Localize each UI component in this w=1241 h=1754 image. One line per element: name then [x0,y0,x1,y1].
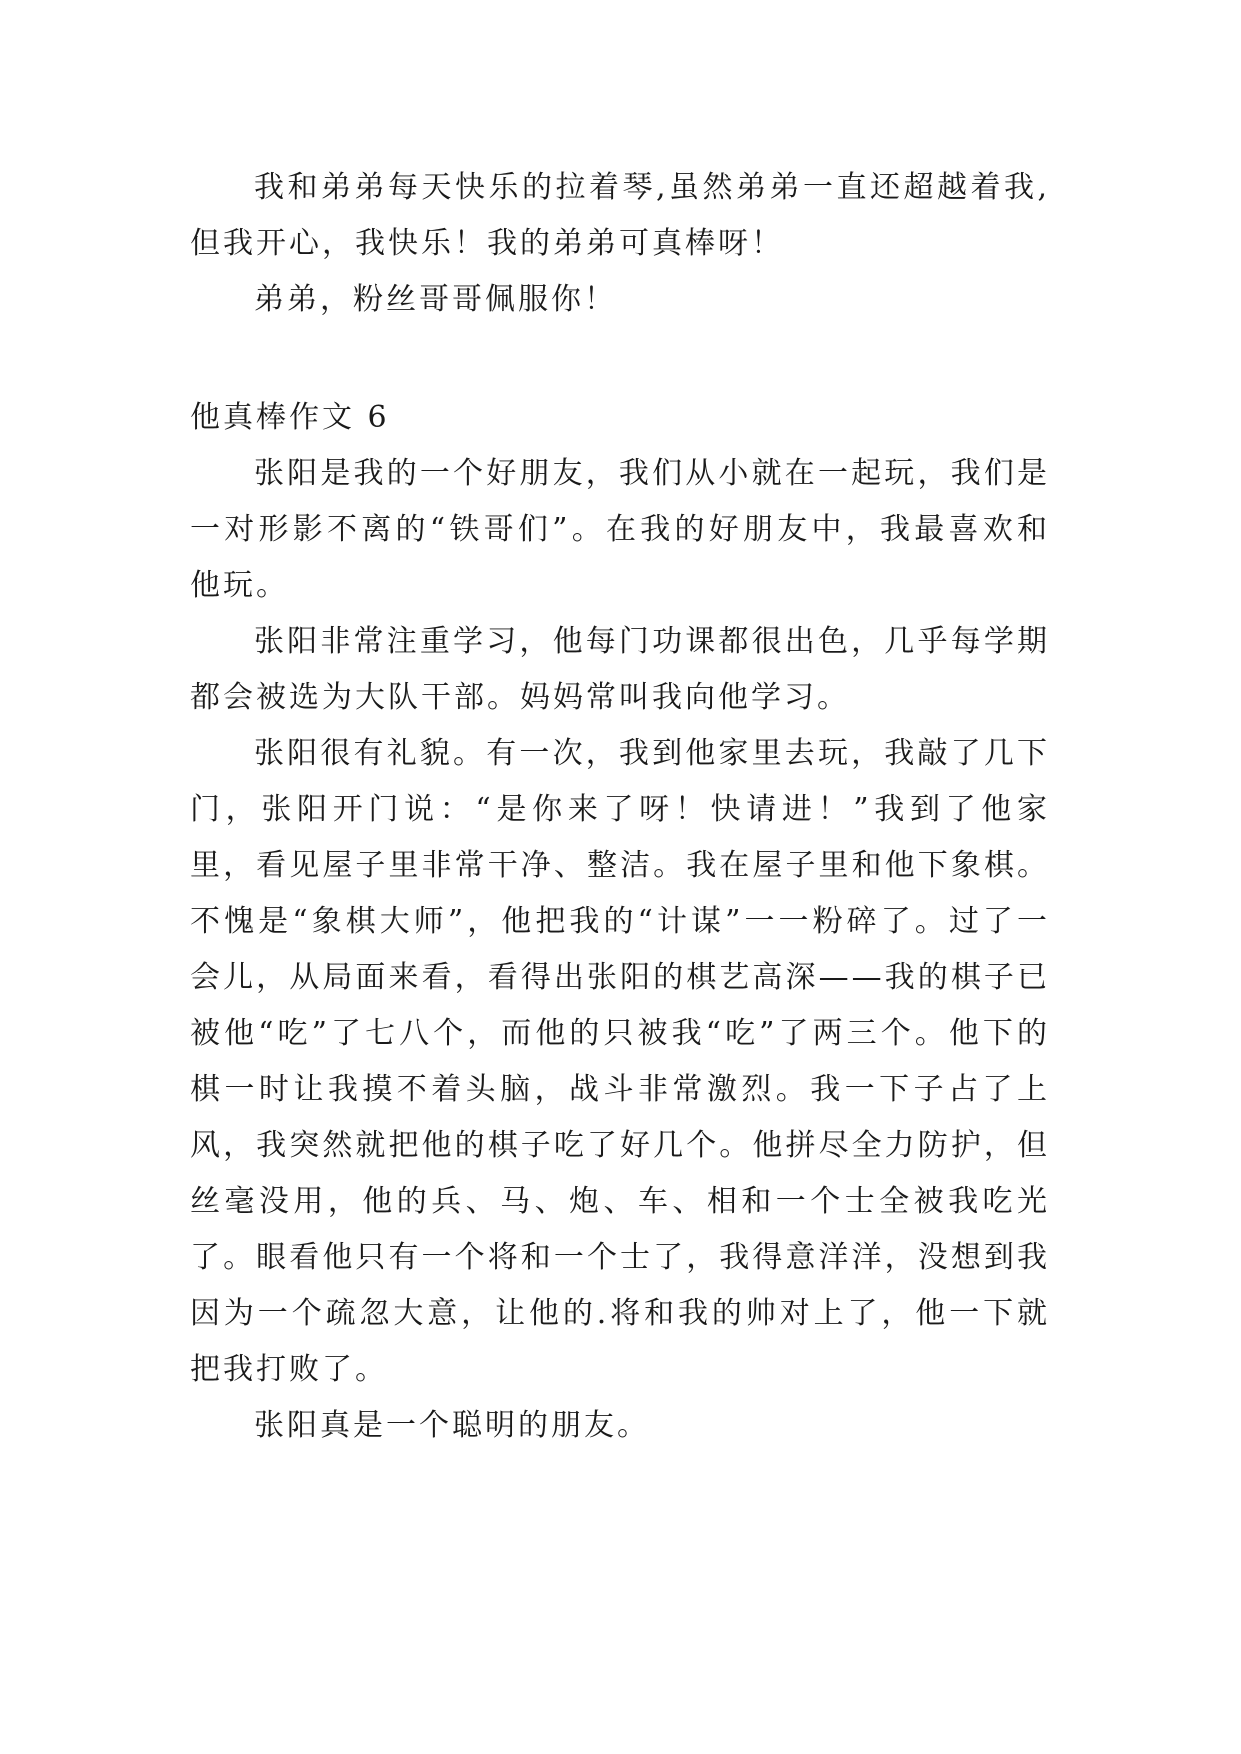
essay-paragraph-4: 张阳真是一个聪明的朋友。 [254,1408,650,1443]
essay-paragraph-2: 张阳非常注重学习，他每门功课都很出色，几乎每学期都会被选为大队干部。妈妈常叫我向他学习。 [190,624,1050,715]
intro-paragraph-1: 我和弟弟每天快乐的拉着琴,虽然弟弟一直还超越着我,但我开心，我快乐！我的弟弟可真棒呀！ [190,170,1050,261]
intro-paragraph-2: 弟弟，粉丝哥哥佩服你！ [254,282,617,317]
essay-paragraph-3: 张阳很有礼貌。有一次，我到他家里去玩，我敲了几下门，张阳开门说：“是你来了呀！快请进！”我到了他家里，看见屋子里非常干净、整洁。我在屋子里和他下象棋。不愧是“象棋大师”，他把我的“计谋”一一粉碎了。过了一会儿，从局面来看，看得出张阳的棋艺高深——我的棋子已被他“吃”了七八个，而他的只被我“吃”了两三个。他下的棋一时让我摸不着头脑，战斗非常激烈。我一下子占了上风，我突然就把他的棋子吃了好几个。他拼尽全力防护，但丝毫没用，他的兵、马、炮、车、相和一个士全被我吃光了。眼看他只有一个将和一个士了，我得意洋洋，没想到我因为一个疏忽大意，让他的.将和我的帅对上了，他一下就把我打败了。 [190,736,1050,1387]
essay-paragraph-1: 张阳是我的一个好朋友，我们从小就在一起玩，我们是一对形影不离的“铁哥们”。在我的好朋友中，我最喜欢和他玩。 [190,456,1050,603]
essay-section [190,390,1050,1454]
section-title: 他真棒作文 6 [190,400,390,435]
intro-text-block [190,160,1050,328]
